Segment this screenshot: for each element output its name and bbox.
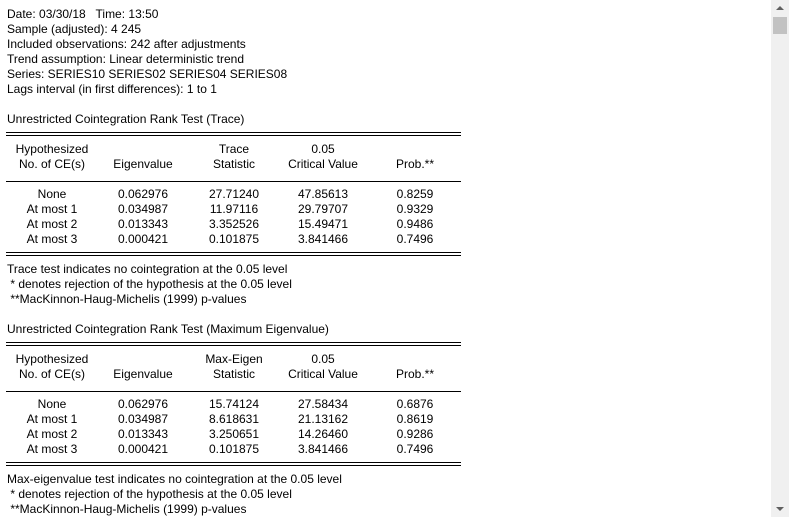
header-no-of-ces: No. of CE(s) [18, 157, 85, 171]
row-prob: 0.7496 [396, 232, 434, 246]
date-time-line: Date: 03/30/18 Time: 13:50 [7, 7, 159, 21]
header-significance: 0.05 [311, 352, 335, 366]
scroll-up-button[interactable] [771, 0, 789, 17]
row-statistic: 0.101875 [208, 442, 260, 456]
header-statistic: Statistic [212, 367, 255, 381]
header-eigenvalue: Eigenvalue [113, 367, 173, 381]
row-hypothesis: None [37, 187, 67, 201]
chevron-up-icon [776, 6, 784, 10]
row-prob: 0.9486 [396, 217, 434, 231]
trend-line: Trend assumption: Linear deterministic trend [7, 52, 244, 66]
series-line: Series: SERIES10 SERIES02 SERIES04 SERIES08 [7, 67, 288, 81]
divider [6, 462, 461, 463]
row-critical-value: 47.85613 [297, 187, 349, 201]
row-statistic: 0.101875 [208, 232, 260, 246]
row-eigenvalue: 0.000421 [117, 442, 169, 456]
scroll-down-button[interactable] [771, 500, 789, 517]
maxeig-note-rejection: * denotes rejection of the hypothesis at the 0.05 level [7, 487, 292, 501]
row-hypothesis: None [37, 397, 67, 411]
divider [6, 132, 461, 133]
header-prob: Prob.** [395, 367, 435, 381]
trace-note-rejection: * denotes rejection of the hypothesis at the 0.05 level [7, 277, 292, 291]
row-eigenvalue: 0.034987 [117, 202, 169, 216]
row-critical-value: 15.49471 [297, 217, 349, 231]
row-hypothesis: At most 3 [26, 442, 78, 456]
maxeig-note-pvalues: **MacKinnon-Haug-Michelis (1999) p-values [7, 502, 247, 516]
divider [6, 181, 461, 182]
divider [6, 391, 461, 392]
row-eigenvalue: 0.000421 [117, 232, 169, 246]
header-hypothesized: Hypothesized [15, 142, 89, 156]
divider [6, 135, 461, 136]
row-prob: 0.9286 [396, 427, 434, 441]
row-hypothesis: At most 3 [26, 232, 78, 246]
row-prob: 0.8259 [396, 187, 434, 201]
header-significance: 0.05 [311, 142, 335, 156]
header-prob: Prob.** [395, 157, 435, 171]
header-critical-value: Critical Value [288, 367, 358, 381]
row-eigenvalue: 0.013343 [117, 217, 169, 231]
row-critical-value: 21.13162 [297, 412, 349, 426]
header-max-eigen: Max-Eigen [205, 352, 263, 366]
row-prob: 0.7496 [396, 442, 434, 456]
row-statistic: 27.71240 [208, 187, 260, 201]
row-prob: 0.6876 [396, 397, 434, 411]
row-prob: 0.8619 [396, 412, 434, 426]
row-eigenvalue: 0.062976 [117, 187, 169, 201]
divider [6, 252, 461, 253]
row-eigenvalue: 0.062976 [117, 397, 169, 411]
header-no-of-ces: No. of CE(s) [18, 367, 85, 381]
row-critical-value: 3.841466 [297, 442, 349, 456]
divider [6, 255, 461, 256]
trace-section-title: Unrestricted Cointegration Rank Test (Trace) [7, 112, 245, 126]
row-statistic: 3.352526 [208, 217, 260, 231]
trace-note-pvalues: **MacKinnon-Haug-Michelis (1999) p-values [7, 292, 247, 306]
header-eigenvalue: Eigenvalue [113, 157, 173, 171]
row-critical-value: 29.79707 [297, 202, 349, 216]
trace-note-result: Trace test indicates no cointegration at the 0.05 level [7, 262, 288, 276]
divider [6, 345, 461, 346]
row-statistic: 11.97116 [209, 202, 259, 216]
lags-line: Lags interval (in first differences): 1 to 1 [7, 82, 217, 96]
observations-line: Included observations: 242 after adjustments [7, 37, 246, 51]
row-hypothesis: At most 1 [26, 412, 78, 426]
row-eigenvalue: 0.034987 [117, 412, 169, 426]
row-hypothesis: At most 1 [26, 202, 78, 216]
row-critical-value: 27.58434 [297, 397, 349, 411]
row-hypothesis: At most 2 [26, 427, 78, 441]
chevron-down-icon [776, 507, 784, 511]
row-statistic: 15.74124 [208, 397, 260, 411]
row-hypothesis: At most 2 [26, 217, 78, 231]
row-statistic: 3.250651 [208, 427, 260, 441]
divider [6, 465, 461, 466]
header-trace: Trace [218, 142, 250, 156]
scrollbar-thumb[interactable] [773, 17, 787, 34]
maxeig-section-title: Unrestricted Cointegration Rank Test (Maximum Eigenvalue) [7, 322, 329, 336]
vertical-scrollbar[interactable] [771, 0, 789, 517]
row-critical-value: 14.26460 [297, 427, 349, 441]
divider [6, 342, 461, 343]
row-critical-value: 3.841466 [297, 232, 349, 246]
header-statistic: Statistic [212, 157, 255, 171]
header-critical-value: Critical Value [288, 157, 358, 171]
row-prob: 0.9329 [396, 202, 434, 216]
maxeig-note-result: Max-eigenvalue test indicates no cointegration at the 0.05 level [7, 472, 342, 486]
row-eigenvalue: 0.013343 [117, 427, 169, 441]
header-hypothesized: Hypothesized [15, 352, 89, 366]
sample-line: Sample (adjusted): 4 245 [7, 22, 142, 36]
row-statistic: 8.618631 [208, 412, 260, 426]
